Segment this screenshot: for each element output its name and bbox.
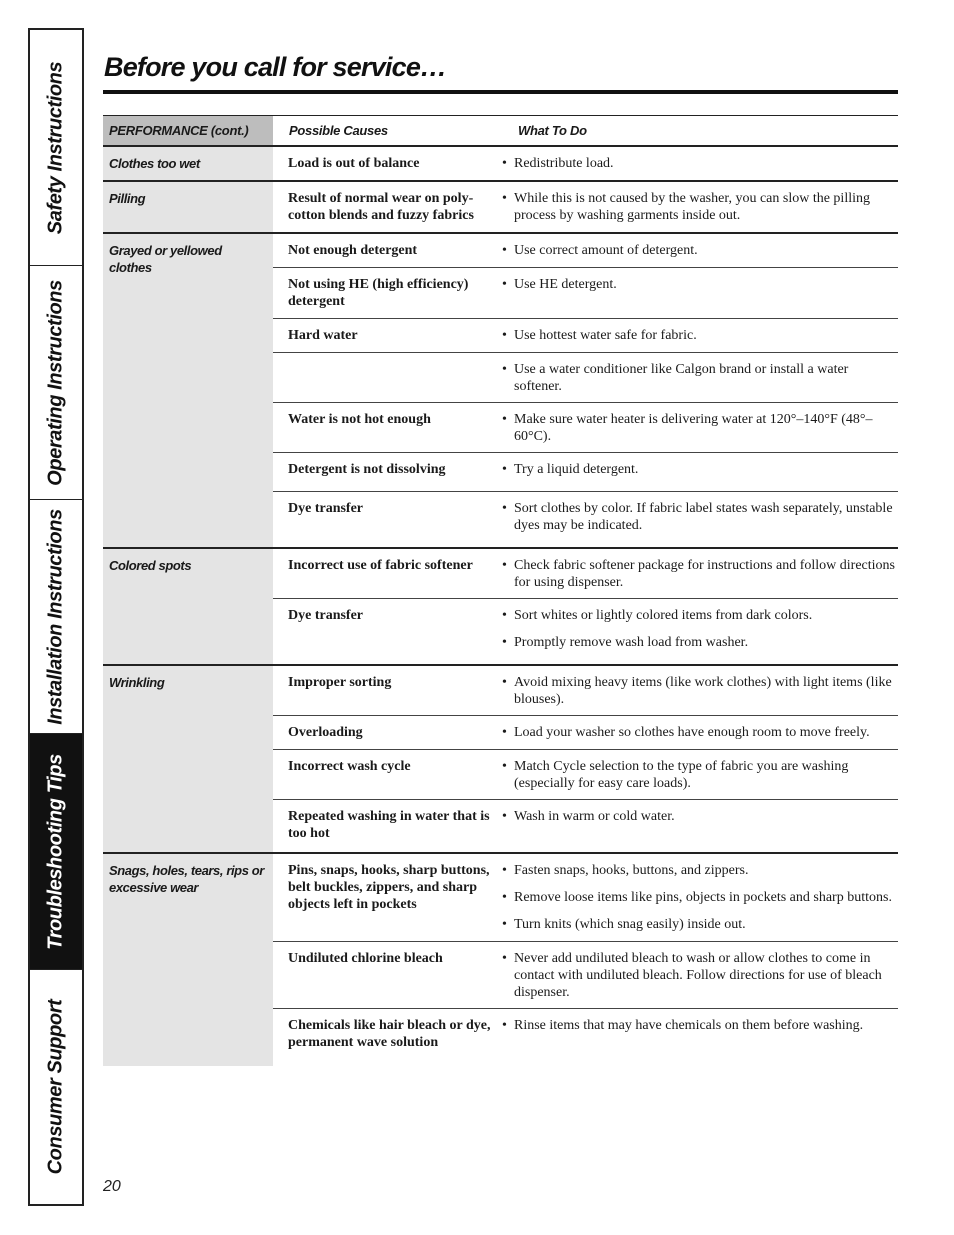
- table-row: [273, 234, 898, 268]
- remedy-item: • Sort whites or lightly colored items from dark colors.: [502, 607, 898, 624]
- what-to-do: [502, 234, 898, 267]
- table-row: [273, 353, 898, 403]
- remedy-item: • Turn knits (which snag easily) inside out.: [502, 916, 898, 933]
- possible-cause: Not using HE (high efficiency) detergent: [288, 277, 469, 309]
- possible-cause: Water is not hot enough: [288, 412, 431, 427]
- tab-label: Safety Instructions: [44, 61, 67, 234]
- remedy-item: • Try a liquid detergent.: [502, 461, 898, 478]
- remedy-item: • Use a water conditioner like Calgon brand or install a water softener.: [502, 361, 898, 395]
- possible-cause: Undiluted chlorine bleach: [288, 951, 443, 966]
- what-to-do: [502, 716, 898, 749]
- what-to-do: [502, 492, 898, 547]
- what-to-do: [502, 147, 898, 180]
- remedy-item: • Sort clothes by color. If fabric label states wash separately, unstable dyes may be indicated.: [502, 500, 898, 534]
- table-row: [273, 492, 898, 547]
- remedy-item: • Use correct amount of detergent.: [502, 242, 898, 259]
- what-to-do: [502, 854, 898, 941]
- cause-rows: [273, 147, 898, 180]
- remedy-item: • Use hottest water safe for fabric.: [502, 327, 898, 344]
- possible-cause: Detergent is not dissolving: [288, 462, 446, 477]
- tab-installation-instructions[interactable]: [30, 500, 82, 734]
- possible-cause: Incorrect wash cycle: [288, 759, 411, 774]
- what-to-do: [502, 800, 898, 852]
- tab-label: Operating Instructions: [44, 279, 67, 486]
- table-row: [273, 750, 898, 800]
- problem-group: [103, 234, 898, 549]
- remedy-item: • Wash in warm or cold water.: [502, 808, 898, 825]
- page-number: 20: [103, 1178, 121, 1195]
- possible-cause: Result of normal wear on poly-cotton blends and fuzzy fabrics: [288, 191, 474, 223]
- cause-rows: [273, 182, 898, 232]
- tab-label: Troubleshooting Tips: [44, 753, 67, 950]
- possible-cause: Incorrect use of fabric softener: [288, 558, 473, 573]
- remedy-item: • Make sure water heater is delivering water at 120°–140°F (48°–60°C).: [502, 411, 898, 445]
- what-to-do: [502, 942, 898, 1008]
- tab-consumer-support[interactable]: [30, 970, 82, 1204]
- possible-cause: Not enough detergent: [288, 243, 418, 258]
- possible-cause: Overloading: [288, 725, 363, 740]
- problem-label: Colored spots: [103, 549, 273, 664]
- what-to-do: [502, 453, 898, 491]
- table-row: [273, 599, 898, 664]
- remedy-item: • Redistribute load.: [502, 155, 898, 172]
- remedy-item: • Check fabric softener package for instructions and follow directions for using dispenser.: [502, 557, 898, 591]
- possible-cause: Dye transfer: [288, 501, 364, 516]
- problem-group: [103, 147, 898, 182]
- problem-label: Clothes too wet: [103, 147, 273, 180]
- table-row: [273, 549, 898, 599]
- what-to-do: [502, 1009, 898, 1066]
- table-row: [273, 319, 898, 353]
- cause-rows: [273, 549, 898, 664]
- table-row: [273, 942, 898, 1009]
- what-to-do: [502, 182, 898, 232]
- what-to-do: [502, 268, 898, 318]
- remedy-item: • Promptly remove wash load from washer.: [502, 634, 898, 651]
- problem-group: [103, 182, 898, 234]
- table-row: [273, 716, 898, 750]
- what-to-do: [502, 549, 898, 598]
- problem-label: Wrinkling: [103, 666, 273, 852]
- table-row: [273, 1009, 898, 1066]
- remedy-item: • Rinse items that may have chemicals on them before washing.: [502, 1017, 898, 1034]
- possible-cause: Dye transfer: [288, 608, 364, 623]
- remedy-item: • Match Cycle selection to the type of fabric you are washing (especially for easy care loads).: [502, 758, 898, 792]
- cause-rows: [273, 234, 898, 547]
- tab-label: Installation Instructions: [44, 508, 67, 725]
- tab-safety-instructions[interactable]: [30, 30, 82, 266]
- cause-rows: [273, 854, 898, 1066]
- side-tab-bar: [28, 28, 84, 1206]
- page-title: Before you call for service…: [104, 52, 447, 82]
- problem-label: Pilling: [103, 182, 273, 232]
- table-row: [273, 147, 898, 180]
- table-row: [273, 182, 898, 232]
- problem-group: [103, 666, 898, 854]
- possible-cause: Pins, snaps, hooks, sharp buttons, belt buckles, zippers, and sharp objects left in pockets: [288, 863, 490, 912]
- remedy-item: • While this is not caused by the washer, you can slow the pilling process by washing garments inside out.: [502, 190, 898, 224]
- table-row: [273, 666, 898, 716]
- cause-rows: [273, 666, 898, 852]
- table-header: [103, 115, 898, 147]
- possible-cause: Improper sorting: [288, 675, 392, 690]
- table-row: [273, 854, 898, 942]
- problem-label: Grayed or yellowed clothes: [103, 234, 273, 547]
- possible-cause: [273, 353, 502, 402]
- remedy-item: • Load your washer so clothes have enough room to move freely.: [502, 724, 898, 741]
- what-to-do: [502, 599, 898, 664]
- table-row: [273, 403, 898, 453]
- header-what-to-do: What To Do: [518, 123, 587, 138]
- remedy-item: • Avoid mixing heavy items (like work clothes) with light items (like blouses).: [502, 674, 898, 708]
- problem-group: [103, 854, 898, 1066]
- what-to-do: [502, 319, 898, 352]
- remedy-item: • Never add undiluted bleach to wash or allow clothes to come in contact with undiluted bleach. Follow directions for use of bleach dispenser.: [502, 950, 898, 1001]
- tab-troubleshooting-tips[interactable]: [30, 734, 82, 970]
- title-rule: [103, 90, 898, 94]
- what-to-do: [502, 750, 898, 799]
- what-to-do: [502, 353, 898, 402]
- possible-cause: Load is out of balance: [288, 156, 420, 171]
- what-to-do: [502, 403, 898, 452]
- remedy-item: • Remove loose items like pins, objects in pockets and sharp buttons.: [502, 889, 898, 906]
- tab-operating-instructions[interactable]: [30, 266, 82, 500]
- header-possible-causes: Possible Causes: [289, 123, 388, 138]
- what-to-do: [502, 666, 898, 715]
- table-body: [103, 147, 898, 1066]
- table-row: [273, 268, 898, 319]
- problem-label: Snags, holes, tears, rips or excessive wear: [103, 854, 273, 1066]
- table-row: [273, 800, 898, 852]
- possible-cause: Hard water: [288, 328, 358, 343]
- troubleshooting-table: [103, 115, 898, 1066]
- possible-cause: Chemicals like hair bleach or dye, permanent wave solution: [288, 1018, 491, 1050]
- table-row: [273, 453, 898, 492]
- problem-group: [103, 549, 898, 666]
- remedy-item: • Fasten snaps, hooks, buttons, and zippers.: [502, 862, 898, 879]
- header-performance: PERFORMANCE (cont.): [109, 123, 249, 138]
- tab-label: Consumer Support: [44, 999, 67, 1175]
- remedy-item: • Use HE detergent.: [502, 276, 898, 293]
- possible-cause: Repeated washing in water that is too hot: [288, 809, 490, 841]
